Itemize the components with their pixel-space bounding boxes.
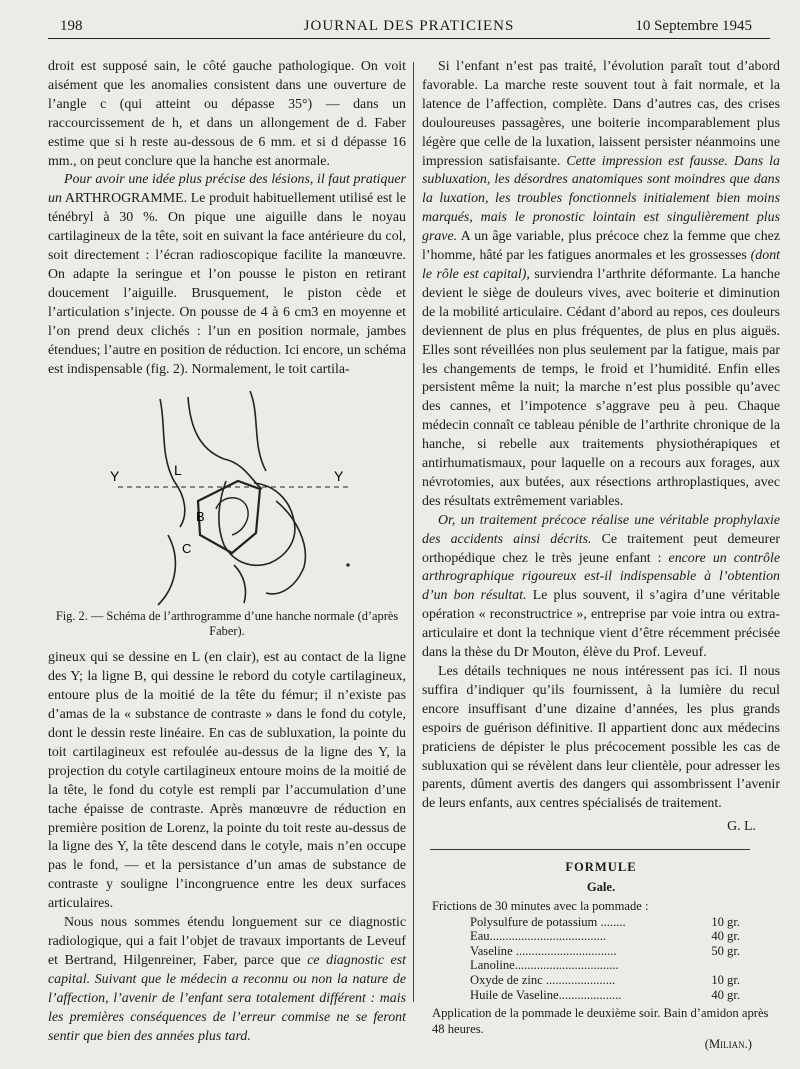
ingredient-qty: 50 gr. xyxy=(711,943,740,958)
ingredient-qty: 40 gr. xyxy=(711,987,740,1002)
italic-text: Or, un traitement précoce réalise une véritable prophylaxie des accidents ainsi décrits. xyxy=(422,512,780,547)
ingredient-name: Lanoline................................. xyxy=(470,958,619,973)
paragraph: Les détails techniques ne nous intéressent pas ici. Il nous suffira d’indiquer qu’ils fournissent, à la lumière du recul encore insuffisant d’une dizaine d’années, les plus grands espoirs de guérison définitive. Il appartient donc aux médecins praticiens de dépister le plus précocement possible les cas de subluxation qui se révèlent dans leur clientèle, pour adresser les parents, dûment avertis des dangers qui assombrissent l’avenir de leurs enfants, aux centres spécialisés de traitement. xyxy=(422,664,780,812)
italic-text: (dont le rôle est capital), xyxy=(422,248,780,282)
table-row xyxy=(470,988,740,1003)
fig-label-b: B xyxy=(196,509,205,525)
fig-label-l: L xyxy=(174,462,182,479)
table-row xyxy=(470,915,740,930)
ingredient-name: Polysulfure de potassium ........ xyxy=(470,914,626,929)
paragraph-text: Le plus souvent, il s’agira d’une véritable opération « reconstructrice », entreprise par voie intra ou extra-articulaire et dont la technique vient d’être récemment précisée dans la thèse du Dr Mouton, élève du Prof. Leveuf. xyxy=(422,588,780,661)
paragraph: gineux qui se dessine en L (en clair), est au contact de la ligne des Y; la ligne B, qui dessine le rebord du cotyle cartilagineux, entoure plus de la moitié de la tête du fémur; il n’existe pas d’amas de la « substance de contraste » dans le fond du cotyle, dont le dessin reste linéaire. En cas de subluxation, la pointe du toit cartilagineux est refoulée au-dessus de la ligne des Y, la projection du cotyle cartilagineux entoure moins de la moitié de la tête, le fond du cotyle est rempli par l’accumulation d’une tache épaisse de contraste. Après manœuvre de réduction en première position de Lorenz, la pointe du toit reste au-dessus de la ligne des Y, la tête descend dans le cotyle, mais n’en occupe pas le fond, — et la persistance d’un amas de substance de contraste y souligne l’incongruence entre les deux surfaces articulaires. xyxy=(48,650,406,912)
paragraph-arthrogramme xyxy=(48,171,406,379)
formula-application: Application de la pommade le deuxième soir. Bain d’amidon après 48 heures. xyxy=(432,1006,769,1036)
arthrogram-figure xyxy=(48,385,406,607)
left-column xyxy=(48,58,406,1046)
italic-text: ce diagnostic est capital. Suivant que le médecin a reconnu ou non la nature de l’affection, l’avenir de l’enfant sera totalement différent : mais les premières conséquences de l’erreur commise ne se feront sentir que bien des années plus tard. xyxy=(48,952,406,1044)
page-number: 198 xyxy=(60,18,83,34)
formula-title: FORMULE xyxy=(565,860,637,875)
paragraph-text: Nous nous sommes étendu longuement sur ce diagnostic radiologique, qui a fait l’objet de travaux importants de Leveuf et Bertrand, Hilgenreiner, Faber, parce que xyxy=(48,915,406,968)
fig-label-y-right: Y xyxy=(334,468,344,485)
paragraph-conclusion xyxy=(48,914,406,1046)
table-row xyxy=(470,929,740,944)
column-divider xyxy=(413,62,414,1002)
ingredient-name: Vaseline ................................ xyxy=(470,943,617,958)
ingredient-name: Huile de Vaseline.................... xyxy=(470,987,622,1002)
paragraph-text: A un âge variable, plus précoce chez la femme que chez l’homme, hâté par les fatigues anormales et les grossesses xyxy=(422,229,780,264)
paragraph-text: surviendra l’arthrite déformante. La hanche devient le siège de douleurs vives, avec boiterie et diminution de la mobilité articulaire. Cédant d’abord au repos, ces douleurs deviennent de plus en plus fréquentes, de plus en plus aiguës. Elles sont réveillées non plus seulement par la fatigue, mais par les changements de temps, le froid et l’humidité. Enfin elles persistent même la nuit; la marche n’est plus possible qu’avec des cannes, et l’impotence s’aggrave peu à peu. Chaque médecin connaît ce tableau pénible de l’arthrite chronique de la hanche, si rebelle aux traitements physiothérapiques et antirhumatismaux, pour laquelle on a recours aux forages, aux névrotomies, aux butées, aux résections arthroplastiques, avec des résultats extrêmement variables. xyxy=(422,266,780,509)
running-header xyxy=(48,16,770,39)
arthrogramme-heading: ARTHROGRAMME. xyxy=(64,191,188,207)
issue-date: 10 Septembre 1945 xyxy=(635,18,752,34)
ingredient-name: Eau..................................... xyxy=(470,929,607,944)
figure-caption: Fig. 2. — Schéma de l’arthrogramme d’une hanche normale (d’après Faber). xyxy=(55,609,399,639)
table-row xyxy=(470,973,740,988)
fig-label-c: C xyxy=(182,541,192,557)
ingredient-qty: 40 gr. xyxy=(711,929,740,944)
italic-text: encore un contrôle arthrographique rigoureux est-il indispensable à l’obtention d’un bon résultat. xyxy=(422,550,781,604)
paragraph-evolution xyxy=(422,58,780,512)
journal-title: JOURNAL DES PRATICIENS xyxy=(303,18,515,34)
fig-label-y-left: Y xyxy=(110,468,120,485)
ingredient-name: Oxyde de zinc ...................... xyxy=(470,973,616,988)
paragraph-treatment xyxy=(422,512,780,663)
table-row xyxy=(470,944,740,959)
formula-box xyxy=(422,860,780,1053)
author-signature: G. L. xyxy=(727,819,756,835)
paragraph-text: Ce traitement peut demeurer orthopédique chez le très jeune enfant : xyxy=(422,531,781,566)
table-row xyxy=(470,958,740,973)
paragraph: droit est supposé sain, le côté gauche pathologique. On voit aisément que les anomalies consistent dans une ouverture de l’angle c (qui atteint ou dépasse 35°) — dans un raccourcissement de h, et dans un allongement de d. Faber estime que si h reste au-dessous de 6 mm. et si d dépasse 16 mm., on peut conclure que la hanche est anormale. xyxy=(48,59,406,169)
italic-text: Pour avoir une idée plus précise des lésions, il faut pratiquer un xyxy=(48,172,406,207)
formula-author: (Milian.) xyxy=(704,1037,752,1052)
formula-subtitle: Gale. xyxy=(586,879,616,894)
ingredients-table xyxy=(470,915,740,1003)
ingredient-qty: 10 gr. xyxy=(711,914,740,929)
paragraph-text: Le produit habituellement utilisé est le ténébryl à 30 %. On pique une aiguille dans le noyau cartilagineux de la tête, soit en suivant la face antérieure du col, soit directement : l’écran radioscopique facilite la manœuvre. On adapte la seringue et l’on pousse le piston en retirant doucement l’aiguille. Brusquement, le piston cède et l’articulation s’injecte. On pousse de 4 à 6 cm3 en moyenne et l’on prend deux clichés : l’un en position normale, jambes étendues; l’autre en position de réduction. Ici encore, un schéma est indispensable (fig. 2). Normalement, le toit cartila- xyxy=(48,191,406,377)
italic-text: Cette impression est fausse. Dans la subluxation, les désordres anatomiques sont moindres que dans la luxation, les troubles fonctionnels initialement bien moins marqués, mais le pronostic lointain est singulièrement plus grave. xyxy=(422,153,780,245)
ingredient-qty xyxy=(688,958,740,973)
formula-intro: Frictions de 30 minutes avec la pommade : xyxy=(432,899,649,914)
ingredient-qty: 10 gr. xyxy=(711,973,740,988)
right-column xyxy=(422,58,780,1053)
paragraph-text: Si l’enfant n’est pas traité, l’évolution paraît tout d’abord favorable. La marche reste souvent tout à fait normale, et la latence de l’affection, complète. Dans d’autres cas, des crises douloureuses passagères, une boiterie incomparablement plus légère que celle de la luxation, laissent persister néanmoins une impression satisfaisante. xyxy=(422,59,780,169)
section-divider xyxy=(430,849,750,850)
